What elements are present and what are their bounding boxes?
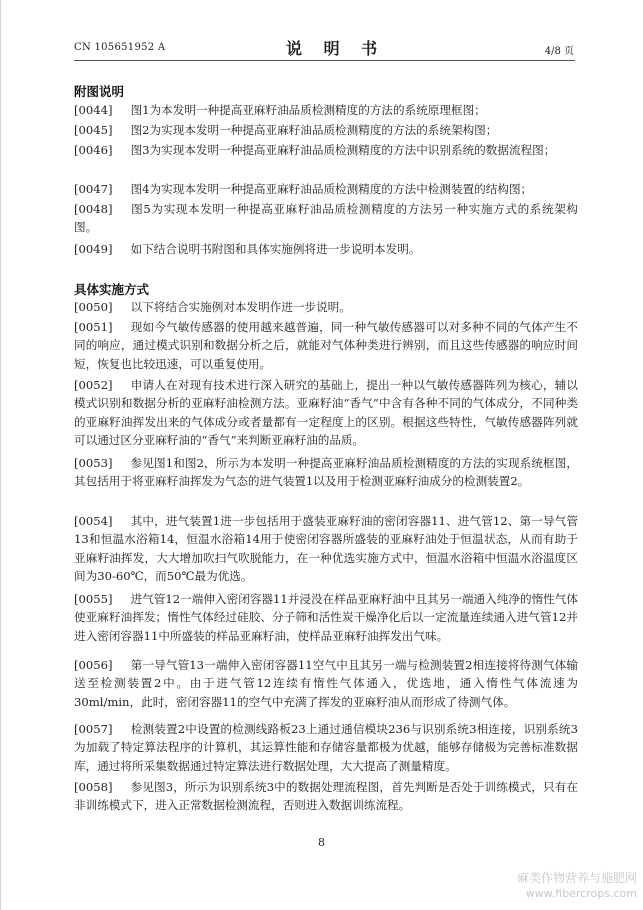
- paragraph-number: [0052]: [74, 378, 113, 392]
- section-title-embodiment: 具体实施方式: [74, 282, 150, 297]
- header-rule: [74, 60, 575, 61]
- page-indicator: 4/8 页: [544, 46, 574, 57]
- paragraph: [74, 454, 578, 491]
- paragraph-number: [0045]: [74, 123, 113, 137]
- paragraph-number: [0057]: [74, 722, 113, 736]
- paragraph-text: 其中，进气装置1进一步包括用于盛装亚麻籽油的密闭容器11、进气管12、第一导气管13和恒温水浴箱14，恒温水浴箱14用于使密闭容器所盛装的亚麻籽油处于恒温状态，从而有助于亚麻籽油挥发，大大增加吹扫气吹脱能力，在一种优选实施方式中，恒温水浴箱中恒温水浴温度区间为30-60℃，而50℃最为优选。: [74, 514, 578, 583]
- paragraph-number: [0055]: [74, 592, 113, 606]
- paragraph-text: 图1为本发明一种提高亚麻籽油品质检测精度的方法的系统原理框图；: [130, 103, 486, 117]
- paragraph-text: 申请人在对现有技术进行深入研究的基础上，提出一种以气敏传感器阵列为核心，辅以模式识别和数据分析的亚麻籽油检测方法。亚麻籽油“香气”中含有各种不同的气体成分，不同种类的亚麻籽油挥发出来的气体成分或者量都有一定程度上的区别。根据这些特性，气敏传感器阵列就可以通过区分亚麻籽油的“香气”来判断亚麻籽油的品质。: [74, 378, 578, 447]
- paragraph: [74, 656, 578, 711]
- paragraph-text: 图3为实现本发明一种提高亚麻籽油品质检测精度的方法中识别系统的数据流程图；: [130, 143, 556, 157]
- paragraph: [74, 512, 578, 585]
- paragraph: [74, 318, 578, 373]
- section-title-figures: 附图说明: [74, 84, 125, 99]
- paragraph-text: 图2为实现本发明一种提高亚麻籽油品质检测精度的方法的系统架构图；: [130, 123, 498, 137]
- paragraph-text: 图4为实现本发明一种提高亚麻籽油品质检测精度的方法中检测装置的结构图；: [130, 182, 533, 196]
- paragraph: [74, 180, 578, 198]
- paragraph-text: 参见图3，所示为识别系统3中的数据处理流程图，首先判断是否处于训练模式，只有在非训练模式下，进入正常数据检测流程，否则进入数据训练流程。: [74, 780, 578, 813]
- paragraph: [74, 376, 578, 449]
- paragraph-number: [0053]: [74, 456, 113, 470]
- paragraph: [74, 141, 578, 159]
- paragraph: [74, 200, 578, 237]
- paragraph-number: [0047]: [74, 182, 113, 196]
- paragraph-text: 参见图1和图2，所示为本发明一种提高亚麻籽油品质检测精度的方法的实现系统框图，其包括用于将亚麻籽油挥发为气态的进气装置1以及用于检测亚麻籽油成分的检测装置2。: [74, 456, 578, 489]
- paragraph-number: [0050]: [74, 300, 113, 314]
- paragraph: [74, 101, 578, 119]
- paragraph-number: [0046]: [74, 143, 113, 157]
- watermark-line: 麻类作物营养与施肥网: [516, 871, 637, 885]
- paragraph-number: [0049]: [74, 242, 113, 256]
- paragraph: [74, 720, 578, 775]
- paragraph-number: [0054]: [74, 514, 113, 528]
- watermark-url: www.fibercrops.com: [525, 887, 637, 900]
- paragraph-number: [0048]: [74, 202, 113, 216]
- page-header: [74, 36, 574, 58]
- page-title: 说 明 书: [286, 39, 386, 58]
- paragraph: [74, 590, 578, 645]
- page-number: 8: [318, 836, 325, 849]
- watermark: [517, 870, 637, 902]
- paragraph-text: 进气管12一端伸入密闭容器11并浸没在样品亚麻籽油中且其另一端通入纯净的惰性气体使亚麻籽油挥发；惰性气体经过硅胶、分子筛和活性炭干燥净化后以一定流量连续通入进气管12并进入密闭容器11中所盛装的样品亚麻籽油，使样品亚麻籽油挥发出气味。: [74, 592, 578, 643]
- paragraph-text: 图5为实现本发明一种提高亚麻籽油品质检测精度的方法另一种实施方式的系统架构图。: [74, 202, 578, 235]
- paragraph: [74, 778, 578, 815]
- paragraph-text: 如下结合说明书附图和具体实施例将进一步说明本发明。: [130, 242, 421, 256]
- paragraph-number: [0051]: [74, 320, 113, 334]
- document-number: CN 105651952 A: [74, 42, 166, 53]
- paragraph-text: 第一导气管13一端伸入密闭容器11空气中且其另一端与检测装置2相连接将待测气体输送至检测装置2中。由于进气管12连续有惰性气体通入，优选地，通入惰性气体流速为30ml/min，此时，密闭容器11的空气中充满了挥发的亚麻籽油从而形成了待测气体。: [74, 658, 578, 709]
- paragraph-number: [0058]: [74, 780, 113, 794]
- paragraph-text: 以下将结合实施例对本发明作进一步说明。: [130, 300, 351, 314]
- paragraph-text: 检测装置2中设置的检测线路板23上通过通信模块236与识别系统3相连接，识别系统3为加载了特定算法程序的计算机，其运算性能和存储容量都极为优越，能够存储极为完善标准数据库，通过将所采集数据通过特定算法进行数据处理，大大提高了测量精度。: [74, 722, 578, 773]
- paragraph: [74, 121, 578, 139]
- paragraph-text: 现如今气敏传感器的使用越来越普遍，同一种气敏传感器可以对多种不同的气体产生不同的响应，通过模式识别和数据分析之后，就能对气体种类进行辨别，而且这些传感器的响应时间短，恢复也比较迅速，可以重复使用。: [74, 320, 578, 371]
- paragraph-number: [0056]: [74, 658, 113, 672]
- paragraph-number: [0044]: [74, 103, 113, 117]
- paragraph: [74, 240, 578, 258]
- paragraph: [74, 298, 578, 316]
